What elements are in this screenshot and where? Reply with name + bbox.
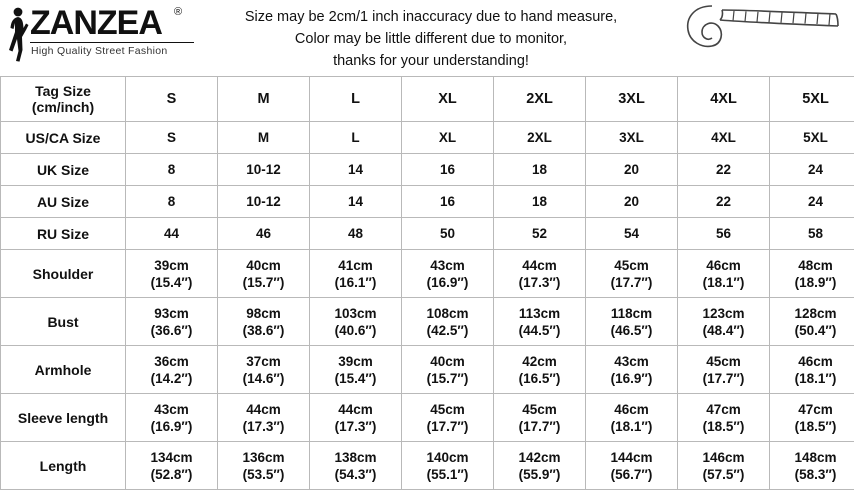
cell-inch: (15.4″) <box>126 274 217 291</box>
cell: 22 <box>678 186 770 218</box>
brand-logo <box>4 2 194 72</box>
cell: 54 <box>586 218 678 250</box>
cell-inch: (18.1″) <box>678 274 769 291</box>
cell-cm: 113cm <box>519 306 560 321</box>
brand-name: ZANZEA <box>30 4 162 43</box>
cell-inch: (17.7″) <box>678 370 769 387</box>
cell: 44 <box>126 218 218 250</box>
cell <box>586 394 678 442</box>
cell-inch: (46.5″) <box>586 322 677 339</box>
cell-cm: 48cm <box>798 258 833 273</box>
cell-cm: 47cm <box>706 402 741 417</box>
cell-inch: (44.5″) <box>494 322 585 339</box>
row-label: Shoulder <box>1 250 126 298</box>
cell-inch: (50.4″) <box>770 322 854 339</box>
cell <box>310 394 402 442</box>
cell: 22 <box>678 154 770 186</box>
cell: 52 <box>494 218 586 250</box>
cell <box>310 298 402 346</box>
table-row <box>1 154 854 186</box>
table-row <box>1 186 854 218</box>
cell-cm: 140cm <box>426 450 468 465</box>
notice-line-3: thanks for your understanding! <box>196 50 666 72</box>
cell: 58 <box>770 218 854 250</box>
tag-size-line-1: Tag Size <box>35 83 91 99</box>
cell-inch: (16.9″) <box>586 370 677 387</box>
cell: 8 <box>126 186 218 218</box>
table-row <box>1 122 854 154</box>
cell-cm: 45cm <box>430 402 465 417</box>
cell-inch: (58.3″) <box>770 466 854 483</box>
cell: 50 <box>402 218 494 250</box>
cell-cm: 43cm <box>154 402 189 417</box>
cell-inch: (56.7″) <box>586 466 677 483</box>
cell-inch: (18.9″) <box>770 274 854 291</box>
cell-cm: 123cm <box>702 306 744 321</box>
column-header-5xl: 5XL <box>770 77 854 122</box>
cell-cm: 136cm <box>242 450 284 465</box>
cell <box>126 442 218 490</box>
cell-cm: 103cm <box>334 306 376 321</box>
cell-inch: (16.1″) <box>310 274 401 291</box>
cell <box>402 346 494 394</box>
cell: 8 <box>126 154 218 186</box>
cell-inch: (15.4″) <box>310 370 401 387</box>
notice-line-1: Size may be 2cm/1 inch inaccuracy due to hand measure, <box>196 6 666 28</box>
cell-cm: 93cm <box>154 306 189 321</box>
cell <box>494 442 586 490</box>
cell <box>126 346 218 394</box>
cell: 24 <box>770 154 854 186</box>
cell-cm: 144cm <box>610 450 652 465</box>
row-label: UK Size <box>1 154 126 186</box>
cell-inch: (14.2″) <box>126 370 217 387</box>
cell <box>678 394 770 442</box>
cell-inch: (15.7″) <box>402 370 493 387</box>
cell: 18 <box>494 154 586 186</box>
cell-cm: 45cm <box>522 402 557 417</box>
cell-inch: (17.7″) <box>402 418 493 435</box>
cell <box>586 442 678 490</box>
brand-divider <box>30 42 194 43</box>
cell: 16 <box>402 186 494 218</box>
cell <box>586 250 678 298</box>
cell: 48 <box>310 218 402 250</box>
cell-inch: (15.7″) <box>218 274 309 291</box>
size-chart-table <box>0 76 854 490</box>
cell-cm: 39cm <box>154 258 189 273</box>
cell-cm: 37cm <box>246 354 281 369</box>
cell-cm: 39cm <box>338 354 373 369</box>
cell <box>310 250 402 298</box>
cell: 20 <box>586 154 678 186</box>
cell <box>770 250 854 298</box>
cell: 10-12 <box>218 154 310 186</box>
cell-inch: (14.6″) <box>218 370 309 387</box>
cell <box>218 442 310 490</box>
cell-cm: 46cm <box>706 258 741 273</box>
row-header-tag-size <box>1 77 126 122</box>
row-label: Length <box>1 442 126 490</box>
cell: 18 <box>494 186 586 218</box>
column-header-2xl: 2XL <box>494 77 586 122</box>
measurement-notice <box>196 6 666 72</box>
cell-inch: (17.7″) <box>586 274 677 291</box>
cell <box>494 298 586 346</box>
cell-cm: 118cm <box>611 306 652 321</box>
cell-inch: (18.5″) <box>678 418 769 435</box>
cell <box>678 250 770 298</box>
cell <box>218 298 310 346</box>
cell <box>310 346 402 394</box>
cell: 3XL <box>586 122 678 154</box>
cell: L <box>310 122 402 154</box>
row-label: US/CA Size <box>1 122 126 154</box>
cell-cm: 42cm <box>522 354 557 369</box>
cell <box>678 442 770 490</box>
cell-inch: (42.5″) <box>402 322 493 339</box>
cell-cm: 36cm <box>154 354 189 369</box>
cell <box>586 346 678 394</box>
cell-cm: 40cm <box>430 354 465 369</box>
cell: S <box>126 122 218 154</box>
cell-inch: (40.6″) <box>310 322 401 339</box>
cell-cm: 44cm <box>338 402 373 417</box>
column-header-4xl: 4XL <box>678 77 770 122</box>
cell-inch: (18.5″) <box>770 418 854 435</box>
tag-size-line-2: (cm/inch) <box>32 99 94 115</box>
cell: 16 <box>402 154 494 186</box>
cell: 2XL <box>494 122 586 154</box>
cell-inch: (57.5″) <box>678 466 769 483</box>
cell-cm: 134cm <box>150 450 192 465</box>
cell <box>494 250 586 298</box>
cell: 56 <box>678 218 770 250</box>
cell-inch: (55.9″) <box>494 466 585 483</box>
cell-cm: 45cm <box>614 258 649 273</box>
cell-cm: 148cm <box>794 450 836 465</box>
cell <box>678 346 770 394</box>
table-row <box>1 298 854 346</box>
row-label: Armhole <box>1 346 126 394</box>
cell <box>402 394 494 442</box>
cell-cm: 40cm <box>246 258 281 273</box>
cell-cm: 128cm <box>794 306 836 321</box>
cell <box>402 442 494 490</box>
cell <box>770 298 854 346</box>
cell-cm: 98cm <box>246 306 281 321</box>
cell: XL <box>402 122 494 154</box>
cell-inch: (16.9″) <box>402 274 493 291</box>
cell <box>310 442 402 490</box>
cell <box>218 394 310 442</box>
cell: 14 <box>310 154 402 186</box>
cell: 4XL <box>678 122 770 154</box>
table-row <box>1 346 854 394</box>
cell-inch: (17.3″) <box>494 274 585 291</box>
notice-line-2: Color may be little different due to monitor, <box>196 28 666 50</box>
cell: 10-12 <box>218 186 310 218</box>
row-label: AU Size <box>1 186 126 218</box>
cell-inch: (17.7″) <box>494 418 585 435</box>
column-header-l: L <box>310 77 402 122</box>
cell <box>126 394 218 442</box>
cell-cm: 44cm <box>522 258 557 273</box>
cell-cm: 43cm <box>430 258 465 273</box>
size-chart-body <box>1 77 854 490</box>
table-row <box>1 218 854 250</box>
cell-cm: 138cm <box>334 450 376 465</box>
table-header-row <box>1 77 854 122</box>
cell-cm: 108cm <box>426 306 468 321</box>
cell: 5XL <box>770 122 854 154</box>
cell <box>494 346 586 394</box>
cell: M <box>218 122 310 154</box>
cell-cm: 43cm <box>614 354 649 369</box>
cell <box>218 250 310 298</box>
cell <box>678 298 770 346</box>
cell <box>770 442 854 490</box>
column-header-xl: XL <box>402 77 494 122</box>
cell <box>126 298 218 346</box>
cell-inch: (17.3″) <box>310 418 401 435</box>
cell-inch: (55.1″) <box>402 466 493 483</box>
table-row <box>1 250 854 298</box>
row-label: Sleeve length <box>1 394 126 442</box>
table-row <box>1 394 854 442</box>
column-header-3xl: 3XL <box>586 77 678 122</box>
cell-inch: (17.3″) <box>218 418 309 435</box>
woman-silhouette-icon <box>6 6 32 62</box>
cell-cm: 142cm <box>518 450 560 465</box>
cell-inch: (54.3″) <box>310 466 401 483</box>
cell-cm: 46cm <box>614 402 649 417</box>
measuring-tape-icon <box>676 2 846 66</box>
cell-inch: (16.9″) <box>126 418 217 435</box>
cell-cm: 146cm <box>702 450 744 465</box>
cell-inch: (48.4″) <box>678 322 769 339</box>
column-header-m: M <box>218 77 310 122</box>
cell-inch: (18.1″) <box>770 370 854 387</box>
cell-cm: 44cm <box>246 402 281 417</box>
cell-cm: 46cm <box>798 354 833 369</box>
cell <box>126 250 218 298</box>
cell <box>770 394 854 442</box>
cell-inch: (36.6″) <box>126 322 217 339</box>
cell: 46 <box>218 218 310 250</box>
cell <box>218 346 310 394</box>
cell-cm: 41cm <box>338 258 373 273</box>
cell <box>402 250 494 298</box>
cell-inch: (52.8″) <box>126 466 217 483</box>
cell-inch: (38.6″) <box>218 322 309 339</box>
cell-inch: (18.1″) <box>586 418 677 435</box>
brand-tagline: High Quality Street Fashion <box>31 45 168 57</box>
cell <box>402 298 494 346</box>
registered-mark: ® <box>174 6 182 18</box>
cell <box>494 394 586 442</box>
cell-cm: 45cm <box>706 354 741 369</box>
row-label: Bust <box>1 298 126 346</box>
column-header-s: S <box>126 77 218 122</box>
cell-cm: 47cm <box>798 402 833 417</box>
cell <box>770 346 854 394</box>
row-label: RU Size <box>1 218 126 250</box>
cell-inch: (16.5″) <box>494 370 585 387</box>
table-row <box>1 442 854 490</box>
cell: 20 <box>586 186 678 218</box>
header <box>0 0 854 76</box>
cell: 14 <box>310 186 402 218</box>
cell: 24 <box>770 186 854 218</box>
cell-inch: (53.5″) <box>218 466 309 483</box>
cell <box>586 298 678 346</box>
